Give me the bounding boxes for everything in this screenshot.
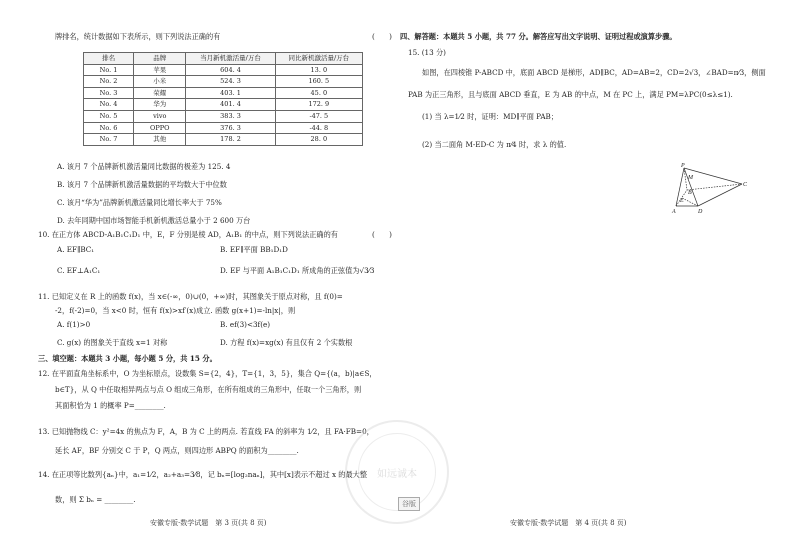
section-4-heading: 四、解答题：本题共 5 小题，共 77 分。解答应写出文字说明、证明过程或演算步骤。 <box>400 32 677 41</box>
q9-intro: 牌排名，统计数据如下表所示，则下列说法正确的有 <box>55 32 221 41</box>
table-cell: 华为 <box>134 99 186 111</box>
table-cell: 604. 4 <box>186 64 275 76</box>
q15-line1: 如图，在四棱锥 P-ABCD 中，底面 ABCD 是梯形，AD∥BC，AD=AB=2，CD=2√3，∠BAD=π⁄3，侧面 <box>422 68 766 77</box>
figure-label-m: M <box>688 175 693 181</box>
table-cell: 178. 2 <box>186 134 275 146</box>
q9-option-d: D. 去年同期中国市场智能手机新机激活总量小于 2 600 万台 <box>57 216 251 225</box>
table-cell: 荣耀 <box>134 87 186 99</box>
q12-line1: 12. 在平面直角坐标系中，O 为坐标原点，设数集 S={2，4}，T={1，3，5}，集合 Q={(a，b)|a∈S， <box>38 369 377 378</box>
table-cell: No. 7 <box>84 134 134 146</box>
figure-label-e: E <box>680 198 684 204</box>
q9-option-a: A. 该月 7 个品牌新机激活量同比数据的极差为 125. 4 <box>57 162 231 171</box>
figure-label-p: P <box>681 163 685 169</box>
table-header-cell: 同比新机激活量/万台 <box>275 53 362 65</box>
table-row <box>84 64 363 76</box>
figure-label-b: B <box>688 190 692 196</box>
q11-option-d: D. 方程 f(x)=xg(x) 有且仅有 2 个实数根 <box>220 338 353 347</box>
q9-option-b: B. 该月 7 个品牌新机激活量数据的平均数大于中位数 <box>57 180 227 189</box>
table-cell: 383. 3 <box>186 110 275 122</box>
table-cell: No. 3 <box>84 87 134 99</box>
q10-option-a: A. EF∥BC₁ <box>57 245 95 254</box>
q9-option-c: C. 该月“华为”品牌新机激活量同比增长率大于 75% <box>57 198 222 207</box>
q10-answer-paren: ( ) <box>372 230 392 239</box>
table-cell: No. 4 <box>84 99 134 111</box>
table-cell: 524. 3 <box>186 76 275 88</box>
q10-option-c: C. EF⊥A₁C₁ <box>57 266 101 275</box>
q13-line2: 延长 AF，BF 分别交 C 于 P，Q 两点，则四边形 ABPQ 的面积为________. <box>55 446 299 455</box>
table-cell: No. 5 <box>84 110 134 122</box>
figure-label-d: D <box>698 209 703 215</box>
q13-line1: 13. 已知抛物线 C：y²=4x 的焦点为 F，A，B 为 C 上的两点. 若直线 FA 的斜率为 1⁄2，且 FA·FB=0， <box>38 427 374 436</box>
table-cell: 401. 4 <box>186 99 275 111</box>
q15-part2: (2) 当二面角 M-ED-C 为 π⁄4 时，求 λ 的值. <box>422 140 567 149</box>
q15-line2: PAB 为正三角形，且与底面 ABCD 垂直，E 为 AB 的中点，M 在 PC 上，满足 PM=λPC(0≤λ≤1). <box>408 90 733 99</box>
table-cell: 172. 9 <box>275 99 362 111</box>
watermark-stamp: 谷版 <box>398 497 420 511</box>
table-cell: 28. 0 <box>275 134 362 146</box>
table-header-cell: 排名 <box>84 53 134 65</box>
table-cell: 403. 1 <box>186 87 275 99</box>
table-cell: 小米 <box>134 76 186 88</box>
q11-option-a: A. f(1)>0 <box>57 320 91 329</box>
table-cell: No. 2 <box>84 76 134 88</box>
watermark-seal-text: 如远诚本 <box>377 468 417 480</box>
q15-part1: (1) 当 λ=1⁄2 时，证明：MD∥平面 PAB； <box>422 112 559 121</box>
q10-option-b: B. EF∥平面 BB₁D₁D <box>220 245 288 254</box>
q11-option-c: C. g(x) 的图象关于直线 x=1 对称 <box>57 338 168 347</box>
q11-option-b: B. ef(3)<3f(e) <box>220 320 271 329</box>
q9-answer-paren: ( ) <box>372 32 392 41</box>
table-cell: -47. 5 <box>275 110 362 122</box>
table-row <box>84 87 363 99</box>
watermark-seal-inner <box>358 433 436 511</box>
table-cell: 160. 5 <box>275 76 362 88</box>
table-cell: 其他 <box>134 134 186 146</box>
right-page <box>400 0 800 559</box>
page-footer-left: 安徽专版·数学试题 第 3 页(共 8 页) <box>150 519 267 527</box>
stats-table <box>83 52 363 146</box>
q15-header: 15. (13 分) <box>408 48 446 57</box>
figure-label-c: C <box>743 182 748 188</box>
table-row <box>84 110 363 122</box>
table-header-cell: 品牌 <box>134 53 186 65</box>
q12-line3: 其面积恰为 1 的概率 P=________. <box>55 401 166 410</box>
table-cell: OPPO <box>134 122 186 134</box>
q12-line2: b∈T}，从 Q 中任取相异两点与点 O 组成三角形，在所有组成的三角形中，任取一个三角形，则 <box>55 385 362 394</box>
q10-option-d: D. EF 与平面 A₁B₁C₁D₁ 所成角的正弦值为√3⁄3 <box>220 266 375 275</box>
table-row <box>84 134 363 146</box>
table-cell: 苹果 <box>134 64 186 76</box>
table-cell: 45. 0 <box>275 87 362 99</box>
table-cell: vivo <box>134 110 186 122</box>
pyramid-figure <box>670 160 750 220</box>
watermark-seal <box>345 420 449 524</box>
section-3-heading: 三、填空题：本题共 3 小题，每小题 5 分，共 15 分。 <box>38 354 217 363</box>
table-cell: 13. 0 <box>275 64 362 76</box>
table-cell: No. 1 <box>84 64 134 76</box>
q14-line2: 数，则 Σ bₙ = ________. <box>55 495 136 504</box>
q11-line1: 11. 已知定义在 R 上的函数 f(x)，当 x∈(-∞，0)∪(0，+∞)时，其图象关于原点对称，且 f(0)= <box>38 292 343 301</box>
table-header-cell: 当月新机激活量/万台 <box>186 53 275 65</box>
table-row <box>84 99 363 111</box>
table-row <box>84 122 363 134</box>
table-header-row <box>84 53 363 65</box>
table-cell: 376. 3 <box>186 122 275 134</box>
q10-stem: 10. 在正方体 ABCD-A₁B₁C₁D₁ 中，E，F 分别是棱 AD，A₁B₁ 的中点，则下列说法正确的有 <box>38 230 338 239</box>
page-footer-right: 安徽专版·数学试题 第 4 页(共 8 页) <box>510 519 627 527</box>
table-row <box>84 76 363 88</box>
figure-label-a: A <box>672 209 676 215</box>
table-cell: -44. 8 <box>275 122 362 134</box>
q11-line2: -2，f(-2)=0，当 x<0 时，恒有 f(x)>xf′(x)成立. 函数 g(x+1)=-ln|x|，则 <box>55 306 296 315</box>
table-cell: No. 6 <box>84 122 134 134</box>
q14-line1: 14. 在正项等比数列{aₙ}中，a₁=1⁄2，a₂+a₃=3⁄8，记 bₙ=[log₂naₙ]，其中[x]表示不超过 x 的最大整 <box>38 470 368 479</box>
